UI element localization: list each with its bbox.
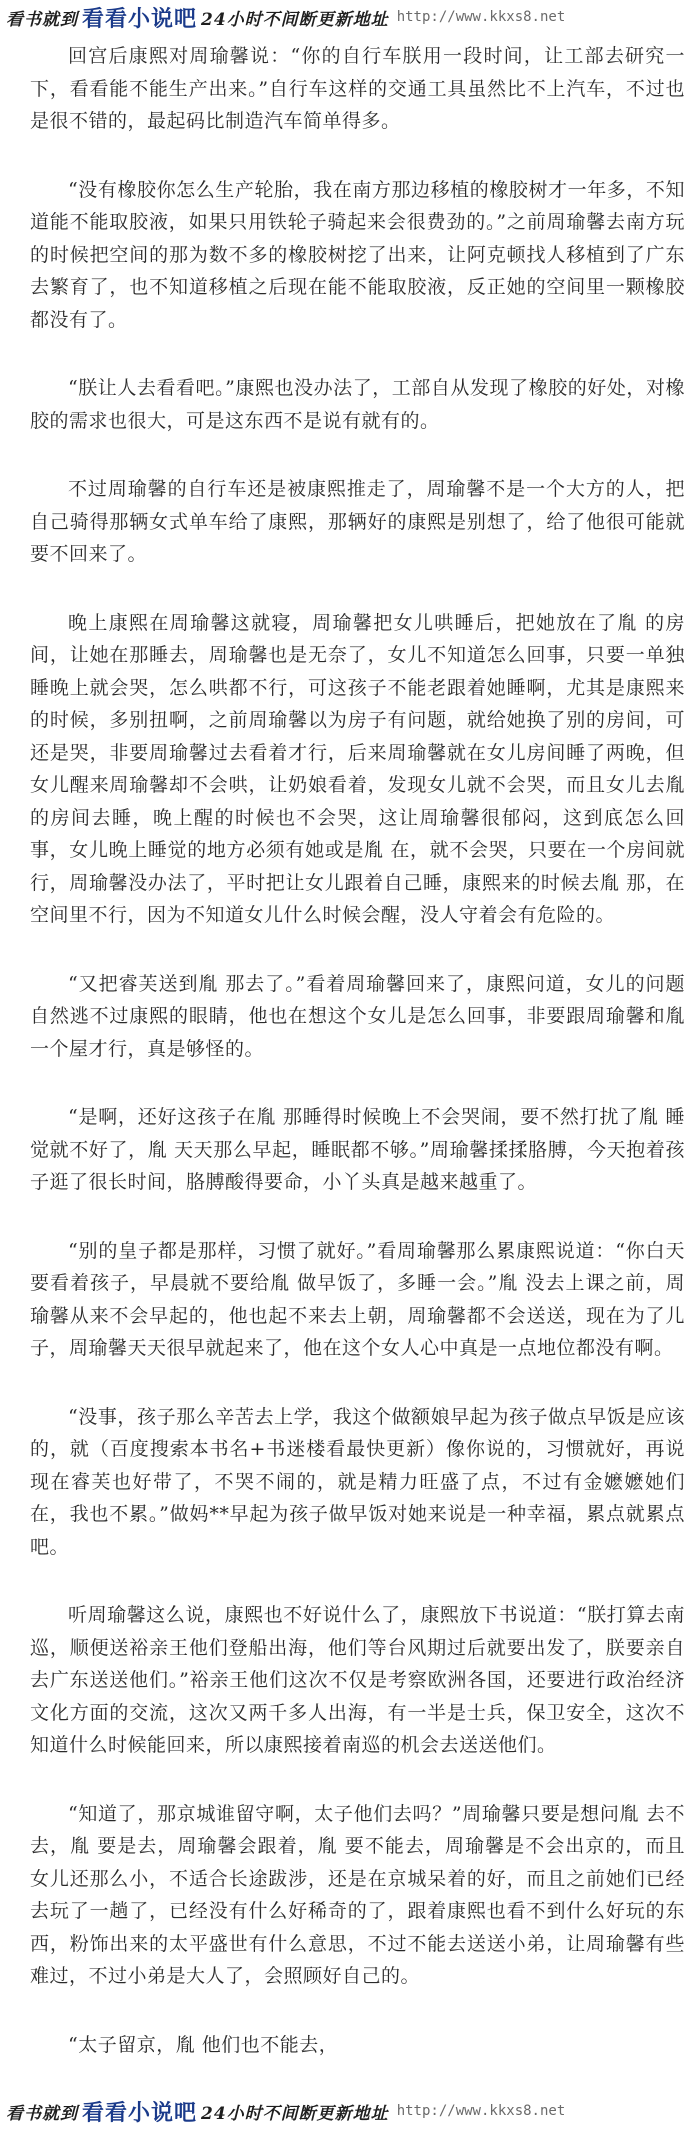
- paragraph: “是啊，还好这孩子在胤 那睡得时候晚上不会哭闹，要不然打扰了胤 睡觉就不好了，胤 天天那么早起，睡眠都不够。”周瑜馨揉揉胳膊，今天抱着孩子逛了很长时间，胳膊酸得要命，小丫头真是越来越重了。: [30, 1106, 685, 1193]
- top-banner: [0, 0, 700, 34]
- banner-site-link[interactable]: 看看小说吧: [82, 5, 198, 32]
- article-body: [30, 40, 685, 2097]
- bottom-banner: [0, 2094, 700, 2128]
- paragraph: 回宫后康熙对周瑜馨说：“你的自行车朕用一段时间，让工部去研究一下，看看能不能生产出来。”自行车这样的交通工具虽然比不上汽车，不过也是很不错的，最起码比制造汽车简单得多。: [30, 45, 685, 132]
- banner-site-link[interactable]: 看看小说吧: [82, 2099, 198, 2126]
- paragraph: “朕让人去看看吧。”康熙也没办法了，工部自从发现了橡胶的好处，对橡胶的需求也很大，可是这东西不是说有就有的。: [30, 377, 685, 432]
- banner-text-tagline: 24小时不间断更新地址: [201, 9, 389, 30]
- paragraph: 晚上康熙在周瑜馨这就寝，周瑜馨把女儿哄睡后，把她放在了胤 的房间，让她在那睡去，周瑜馨也是无奈了，女儿不知道怎么回事，只要一单独睡晚上就会哭，怎么哄都不行，可这孩子不能老跟着她睡啊，尤其是康熙来的时候，多别扭啊，之前周瑜馨以为房子有问题，就给她换了别的房间，可还是哭，非要周瑜馨过去看着才行，后来周瑜馨就在女儿房间睡了两晚，但女儿醒来周瑜馨却不会哄，让奶娘看着，发现女儿就不会哭，而且女儿去胤 的房间去睡，晚上醒的时候也不会哭，这让周瑜馨很郁闷，这到底怎么回事，女儿晚上睡觉的地方必须有她或是胤 在，就不会哭，只要在一个房间就行，周瑜馨没办法了，平时把让女儿跟着自己睡，康熙来的时候去胤 那，在空间里不行，因为不知道女儿什么时候会醒，没人守着会有危险的。: [30, 611, 685, 926]
- paragraph: 不过周瑜馨的自行车还是被康熙推走了，周瑜馨不是一个大方的人，把自己骑得那辆女式单车给了康熙，那辆好的康熙是别想了，给了他很可能就要不回来了。: [30, 478, 685, 565]
- paragraph: 听周瑜馨这么说，康熙也不好说什么了，康熙放下书说道：“朕打算去南巡，顺便送裕亲王他们登船出海，他们等台风期过后就要出发了，朕要亲自去广东送送他们。”裕亲王他们这次不仅是考察欧洲各国，还要进行政治经济文化方面的交流，这次又两千多人出海，有一半是士兵，保卫安全，这次不知道什么时候能回来，所以康熙接着南巡的机会去送送他们。: [30, 1604, 685, 1756]
- banner-url-link[interactable]: http://www.kkxs8.net: [396, 2103, 566, 2119]
- paragraph: “知道了，那京城谁留守啊，太子他们去吗？”周瑜馨只要是想问胤 去不去，胤 要是去，周瑜馨会跟着，胤 要不能去，周瑜馨是不会出京的，而且女儿还那么小，不适合长途跋涉，还是在京城呆着的好，而且之前她们已经去玩了一趟了，已经没有什么好稀奇的了，跟着康熙也看不到什么好玩的东西，粉饰出来的太平盛世有什么意思，不过不能去送送小弟，让周瑜馨有些难过，不过小弟是大人了，会照顾好自己的。: [30, 1802, 685, 1987]
- banner-url-link[interactable]: http://www.kkxs8.net: [396, 9, 566, 25]
- paragraph: “没有橡胶你怎么生产轮胎，我在南方那边移植的橡胶树才一年多，不知道能不能取胶液，如果只用铁轮子骑起来会很费劲的。”之前周瑜馨去南方玩的时候把空间的那为数不多的橡胶树挖了出来，让阿克顿找人移植到了广东去繁育了，也不知道移植之后现在能不能取胶液，反正她的空间里一颗橡胶都没有了。: [30, 178, 685, 331]
- paragraph: “没事，孩子那么辛苦去上学，我这个做额娘早起为孩子做点早饭是应该的，就（百度搜索本书名+书迷楼看最快更新）像你说的，习惯就好，再说现在睿芙也好带了，不哭不闹的，就是精力旺盛了点，不过有金嬷嬷她们在，我也不累。”做妈**早起为孩子做早饭对她来说是一种幸福，累点就累点吧。: [30, 1405, 685, 1558]
- paragraph: “别的皇子都是那样，习惯了就好。”看周瑜馨那么累康熙说道：“你白天要看着孩子，早晨就不要给胤 做早饭了，多睡一会。”胤 没去上课之前，周瑜馨从来不会早起的，他也起不来去上朝，周瑜馨都不会送送，现在为了儿子，周瑜馨天天很早就起来了，他在这个女人心中真是一点地位都没有啊。: [30, 1239, 685, 1359]
- banner-text-lead: 看书就到: [6, 9, 78, 30]
- paragraph: “太子留京，胤 他们也不能去，: [68, 2033, 339, 2056]
- paragraph: “又把睿芙送到胤 那去了。”看着周瑜馨回来了，康熙问道，女儿的问题自然逃不过康熙的眼睛，他也在想这个女儿是怎么回事，非要跟周瑜馨和胤 一个屋才行，真是够怪的。: [30, 972, 685, 1060]
- banner-text-tagline: 24小时不间断更新地址: [201, 2103, 389, 2124]
- banner-text-lead: 看书就到: [6, 2103, 78, 2124]
